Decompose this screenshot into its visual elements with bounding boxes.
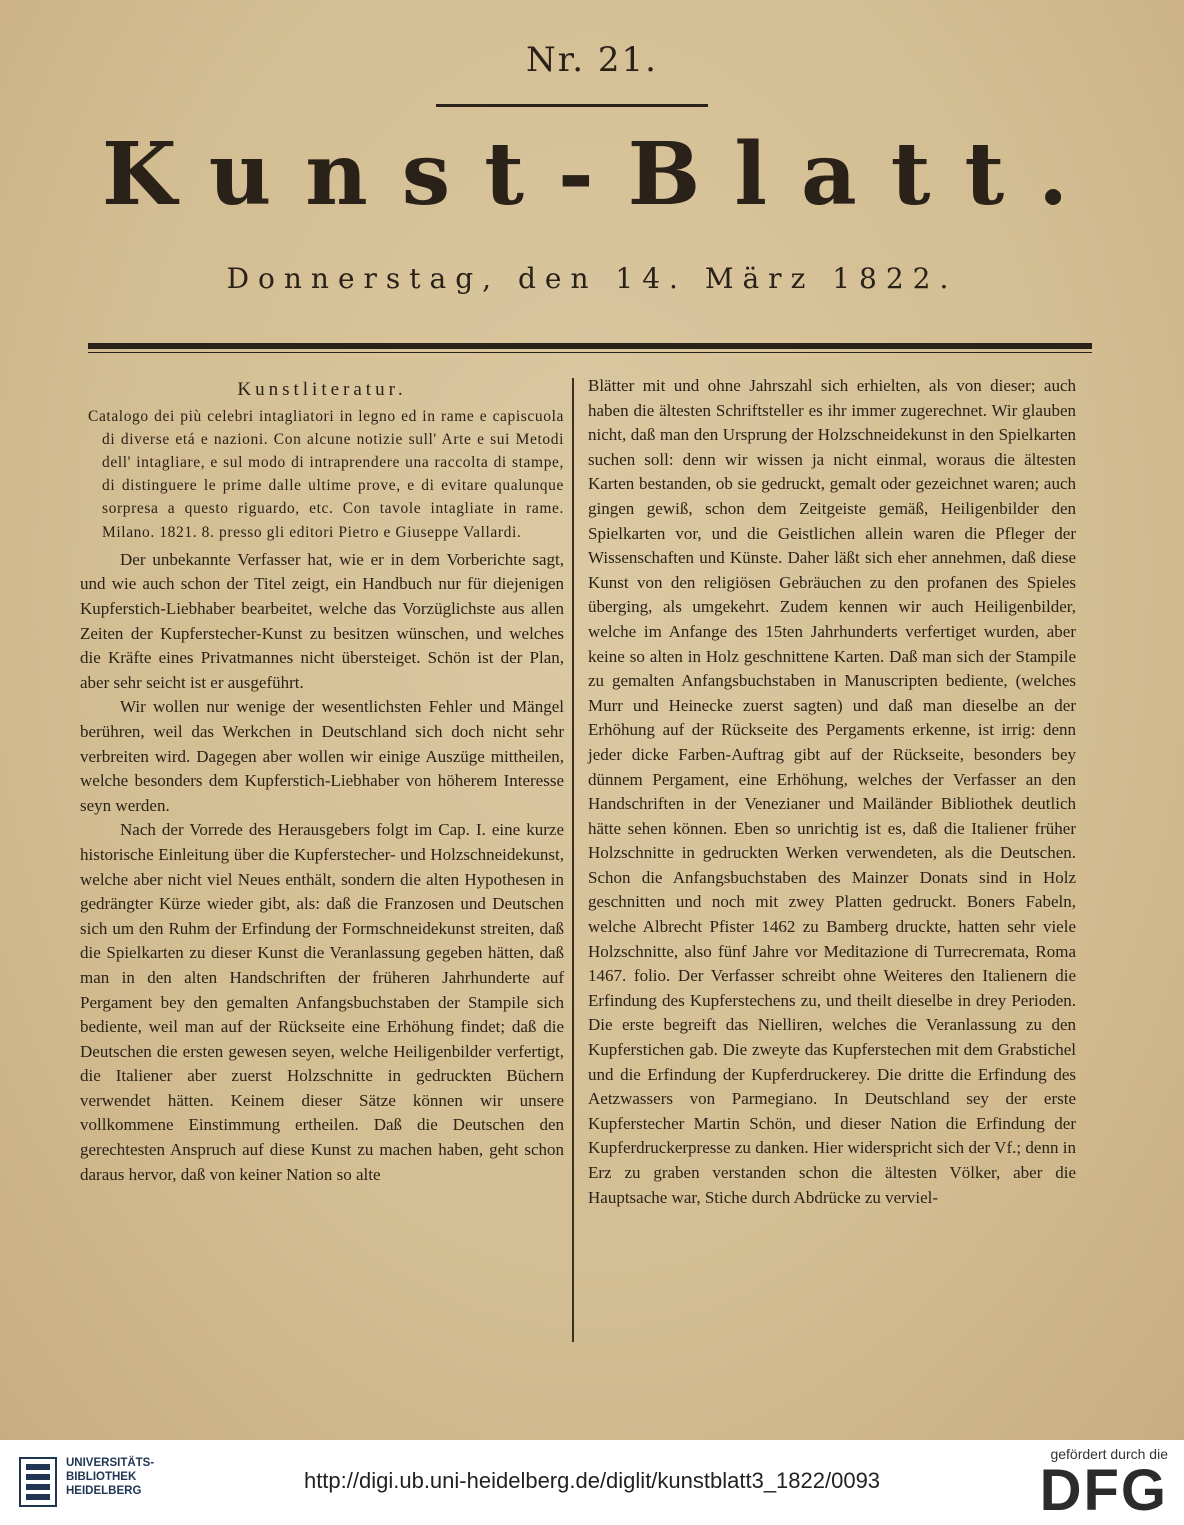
header-short-rule [436,104,708,107]
paragraph: Der unbekannte Verfasser hat, wie er in dem Vorberichte sagt, und wie auch schon der Titel zeigt, ein Handbuch nur für diejenigen Kupferstich-Liebhaber bearbeitet, welche das Vorzüglichste aus allen Zeiten der Kupferstecher-Kunst zu besitzen wünschen, und welches die Kräfte eines Privatmannes nicht übersteiget. Schön ist der Plan, aber sehr seicht ist er ausgeführt. [80,549,564,692]
issue-date: Donnerstag, den 14. März 1822. [226,262,958,295]
left-column [80,374,564,1187]
bibliographic-entry: Catalogo dei più celebri intagliatori in legno ed in rame e capiscuola di diverse etá e nazioni. Con alcune notizie sull' Arte e sui Metodi dell' intagliare, e sul modo di intraprendere una raccolta di stampe, di distinguere le prime dalle ultime prove, e di evitare qualunque sorpresa a questo riguardo, etc. Con tavole intagliate in rame. Milano. 1821. 8. presso gli editori Pietro e Giuseppe Vallardi. [88,407,564,541]
right-column [588,374,1076,1210]
paragraph: Wir wollen nur wenige der wesentlichsten Fehler und Mängel berühren, weil das Werkchen in Deutschland sich doch nicht sehr verbreiten wird. Dagegen aber wollen wir einige Auszüge mittheilen, welche besonders dem Kupferstich-Liebhaber von höherem Interesse seyn werden. [80,697,564,815]
library-logo-text: UNIVERSITÄTS- BIBLIOTHEK HEIDELBERG [66,1457,155,1497]
header-thin-rule [88,352,1092,353]
column-divider [572,378,574,1342]
header-thick-rule [88,343,1092,349]
dfg-logo[interactable]: DFG [1039,1458,1168,1523]
masthead-title: Kunst-Blatt. [101,124,1103,225]
permalink-url[interactable]: http://digi.ub.uni-heidelberg.de/diglit/kunstblatt3_1822/0093 [303,1468,881,1493]
paragraph: Nach der Vorrede des Herausgebers folgt im Cap. I. eine kurze historische Einleitung über die Kupferstecher- und Holzschneidekunst, welche aber nicht viel Neues enthält, sondern die alten Hypothesen in gedrängter Kürze wieder gibt, als: daß die Franzosen und Deutschen sich um den Ruhm der Erfindung der Formschneidekunst streiten, daß die Spielkarten zu dieser Kunst die Veranlassung gegeben hätten, daß man in den alten Handschriften der früheren Jahrhunderte auf Pergament bey den gemalten Anfangsbuchstaben der Stampile sich bediente, weil man auf der Rückseite eine Erhöhung findet; daß die Deutschen die ersten gewesen seyen, welche Heiligenbilder verfertigt, die Italiener aber zuerst Holzschnitte in gedruckten Büchern verwendet hätten. Keinem dieser Sätze können wir unsere vollkommene Einstimmung ertheilen. Daß die Deutschen den gerechtesten Anspruch auf diese Kunst zu machen haben, geht schon daraus hervor, daß von keiner Nation so alte [80,820,564,1184]
paragraph: Blätter mit und ohne Jahrszahl sich erhielten, als von dieser; auch haben die ältesten Schriftsteller es ihr immer zugerechnet. Wir glauben nicht, daß man den Ursprung der Holzschneidekunst in den Spielkarten suchen soll: denn wir wissen ja nicht einmal, woraus die ältesten Karten bestanden, ob sie gedruckt, gemalt oder gezeichnet waren; auch gingen gewiß, schon dem Zeitgeiste gemäß, Heiligenbilder den Spielkarten vor, und die Geistlichen allein waren die Pfleger der Wissenschaften und Künste. Daher läßt sich eher annehmen, daß diese Kunst von den religiösen Gebräuchen zu den profanen des Spieles überging, als umgekehrt. Zudem kennen wir auch Heiligenbilder, welche im Anfange des 15ten Jahrhunderts verfertiget wurden, aber keine so alten in Holz geschnittene Karten. Daß man sich der Stampile zu gemalten Anfangsbuchstaben in Manuscripten bediente, (welches Murr und Heinecke zuerst sagten) und daß man dieselbe an der Erhöhung auf der Rückseite des Pergaments erkenne, ist irrig: denn jeder dicke Farben-Auftrag gibt auf der Rückseite, besonders bey dünnem Pergament, eine Erhöhung, welches der Verfasser an den Handschriften in der Venezianer und Mailänder Bibliothek deutlich hätte sehen können. Eben so unrichtig ist es, daß die Italiener früher Holzschnitte in gedruckten Werken verwendeten, als die Deutschen. Schon die Anfangsbuchstaben des Mainzer Donats sind in Holz geschnitten und noch mit zwey Platten gedruckt. Boners Fabeln, welche Albrecht Pfister 1462 zu Bamberg druckte, hatten sehr viele Holzschnitte, also fünf Jahre vor Meditazione di Turrecremata, Roma 1467. folio. Der Verfasser schreibt ohne Weiteres den Italienern die Erfindung des Kupferstechens zu, und theilt dieselbe in drey Perioden. Die erste begreift das Nielliren, welches die Veranlassung zu den Kupferstichen gab. Die zweyte das Kupferstechen mit dem Grabstichel und die Erfindung der Kupferdruckerey. Die dritte die Erfindung des Aetzwassers von Parmegiano. In Deutschland sey der erste Kupferstecher Martin Schön, und dieser Nation die Erfindung der Kupferdruckerpresse zu danken. Hier widerspricht sich der Vf.; denn in Erz zu graben verstanden schon die ältesten Völker, aber die Hauptsache war, Stiche durch Abdrücke zu verviel- [588,376,1076,1207]
digitization-footer [0,1440,1184,1525]
issue-number: Nr. 21. [526,40,658,80]
sponsor-label: gefördert durch die [1050,1446,1168,1462]
section-heading: Kunstliteratur. [237,379,407,400]
